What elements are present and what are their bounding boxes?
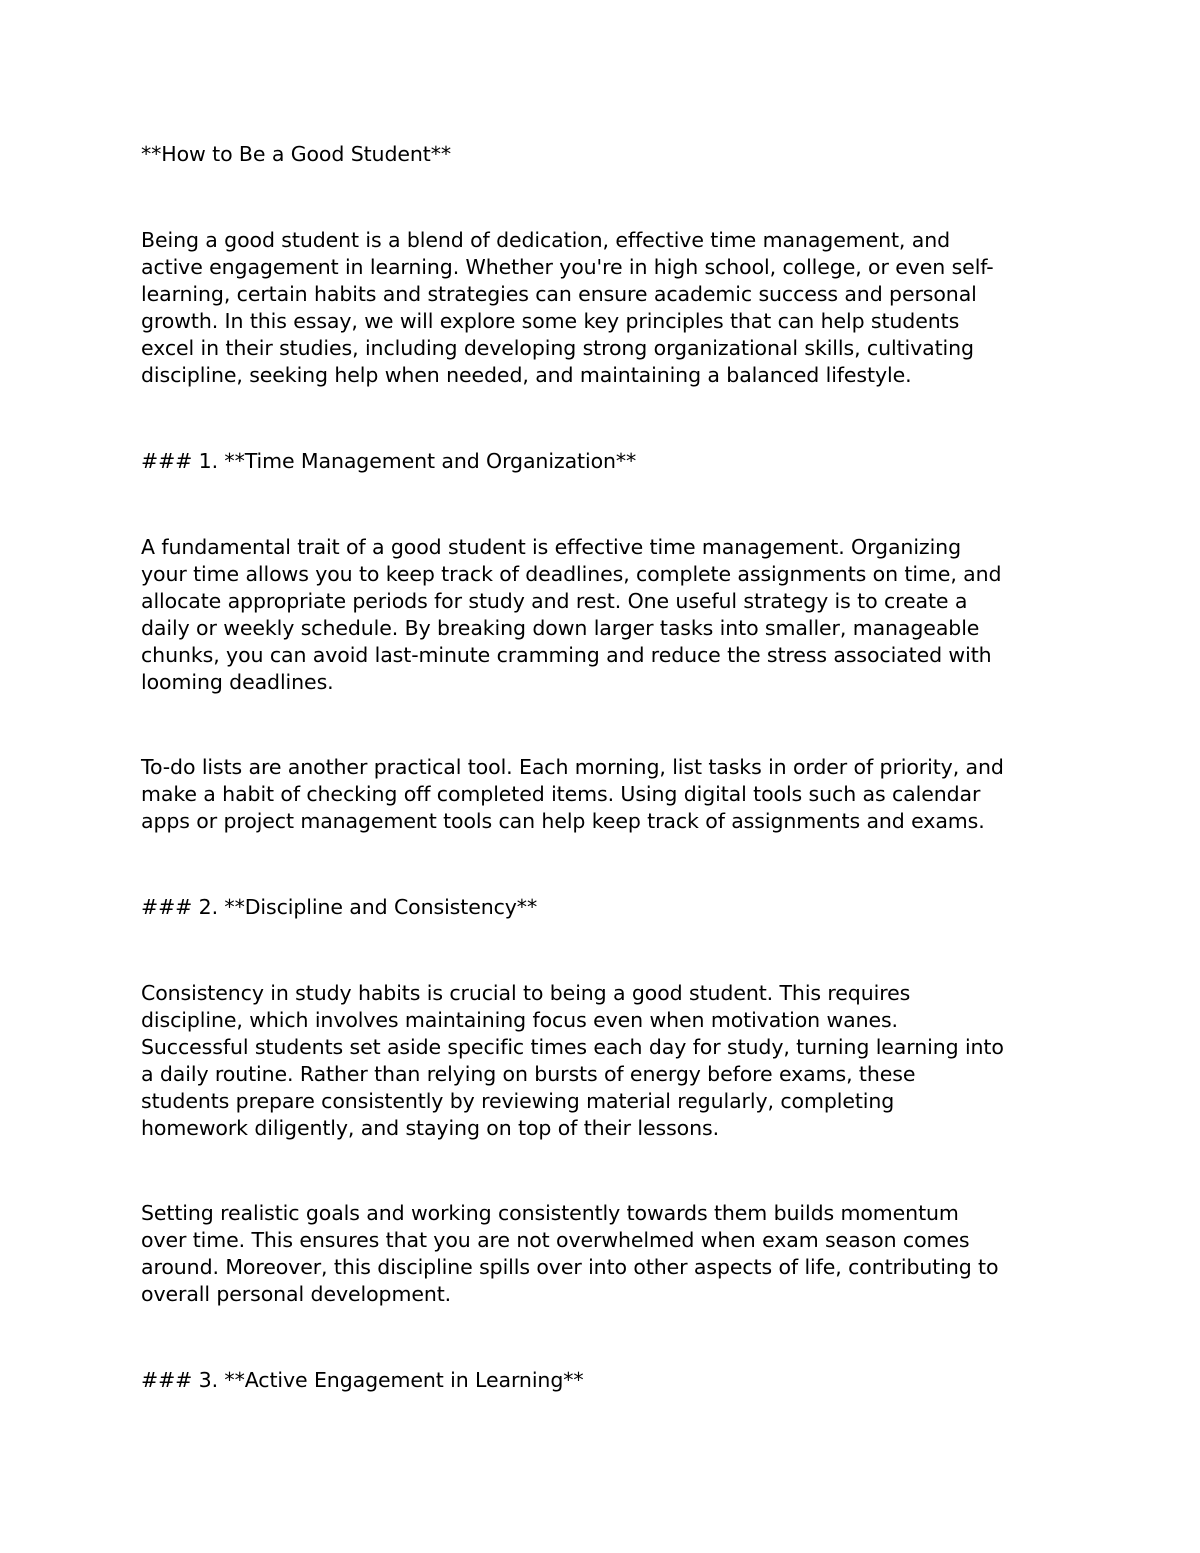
paragraph-line: growth. In this essay, we will explore some key principles that can help students bbox=[141, 309, 960, 333]
paragraph-line: chunks, you can avoid last-minute cramming and reduce the stress associated with bbox=[141, 643, 992, 667]
paragraph-line: To-do lists are another practical tool. Each morning, list tasks in order of priority, and bbox=[141, 755, 1004, 779]
paragraph-line: looming deadlines. bbox=[141, 670, 334, 694]
section-heading-active-engagement: ### 3. **Active Engagement in Learning** bbox=[141, 1368, 584, 1392]
paragraph-line: Consistency in study habits is crucial to being a good student. This requires bbox=[141, 981, 911, 1005]
paragraph-line: make a habit of checking off completed items. Using digital tools such as calendar bbox=[141, 782, 981, 806]
paragraph-line: allocate appropriate periods for study and rest. One useful strategy is to create a bbox=[141, 589, 968, 613]
paragraph-line: apps or project management tools can help keep track of assignments and exams. bbox=[141, 809, 985, 833]
paragraph-line: Successful students set aside specific times each day for study, turning learning into bbox=[141, 1035, 1004, 1059]
paragraph-line: Being a good student is a blend of dedication, effective time management, and bbox=[141, 228, 951, 252]
paragraph-line: overall personal development. bbox=[141, 1282, 452, 1306]
paragraph-line: discipline, which involves maintaining focus even when motivation wanes. bbox=[141, 1008, 898, 1032]
document-title: **How to Be a Good Student** bbox=[141, 142, 452, 166]
paragraph-line: students prepare consistently by reviewing material regularly, completing bbox=[141, 1089, 895, 1113]
paragraph-line: excel in their studies, including developing strong organizational skills, cultivating bbox=[141, 336, 974, 360]
paragraph-line: over time. This ensures that you are not overwhelmed when exam season comes bbox=[141, 1228, 970, 1252]
paragraph-line: around. Moreover, this discipline spills over into other aspects of life, contributing to bbox=[141, 1255, 999, 1279]
paragraph-line: Setting realistic goals and working consistently towards them builds momentum bbox=[141, 1201, 959, 1225]
section-heading-time-management: ### 1. **Time Management and Organization** bbox=[141, 449, 637, 473]
paragraph-line: a daily routine. Rather than relying on bursts of energy before exams, these bbox=[141, 1062, 916, 1086]
paragraph-line: daily or weekly schedule. By breaking down larger tasks into smaller, manageable bbox=[141, 616, 980, 640]
paragraph-line: A fundamental trait of a good student is effective time management. Organizing bbox=[141, 535, 961, 559]
paragraph-line: your time allows you to keep track of deadlines, complete assignments on time, and bbox=[141, 562, 1002, 586]
paragraph-line: homework diligently, and staying on top of their lessons. bbox=[141, 1116, 719, 1140]
paragraph-line: discipline, seeking help when needed, and maintaining a balanced lifestyle. bbox=[141, 363, 912, 387]
section-heading-discipline: ### 2. **Discipline and Consistency** bbox=[141, 895, 538, 919]
paragraph-line: learning, certain habits and strategies can ensure academic success and personal bbox=[141, 282, 977, 306]
paragraph-line: active engagement in learning. Whether you're in high school, college, or even self- bbox=[141, 255, 994, 279]
